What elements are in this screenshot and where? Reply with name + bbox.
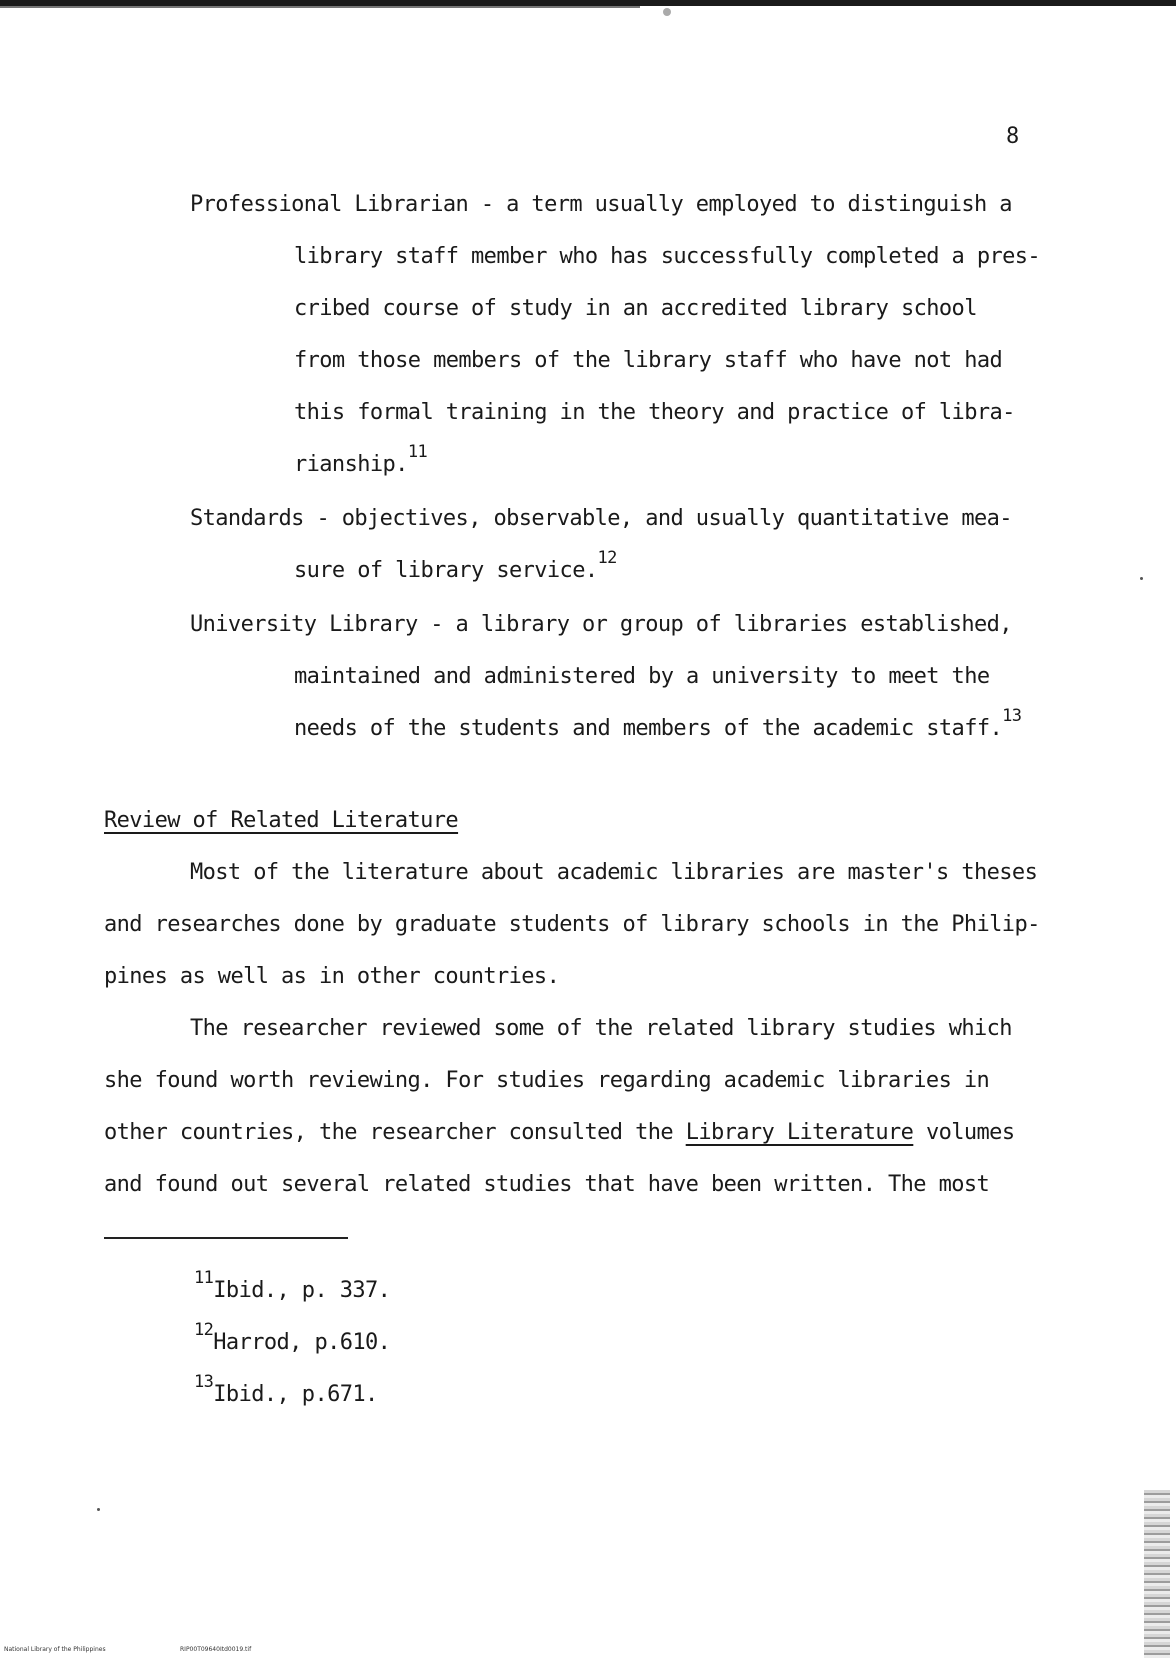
- body-line: pines as well as in other countries.: [104, 964, 560, 989]
- definition-text: rianship.: [294, 452, 408, 477]
- scan-speck: [663, 8, 671, 16]
- footnote-text: Ibid., p. 337.: [213, 1278, 391, 1303]
- body-line: and found out several related studies that have been written. The most: [104, 1172, 990, 1197]
- body-text: other countries, the researcher consulted the: [104, 1120, 686, 1145]
- definition-line: this formal training in the theory and practice of libra-: [294, 400, 1015, 425]
- footer-filename: RIP00T09640Itd0019.tif: [180, 1646, 252, 1653]
- definition-line: [294, 706, 1022, 741]
- scan-top-border-shadow: [0, 6, 640, 8]
- footnote-number: 12: [194, 1320, 214, 1340]
- definition-line: maintained and administered by a university to meet the: [294, 664, 990, 689]
- footer-source: National Library of the Philippines: [4, 1646, 106, 1653]
- footnote-divider: [104, 1237, 348, 1239]
- section-heading: Review of Related Literature: [104, 808, 459, 833]
- definition-line: [294, 442, 428, 477]
- footnote: [194, 1320, 391, 1355]
- scan-speck: [97, 1508, 100, 1511]
- definition-line: [294, 548, 617, 583]
- definition-line: University Library - a library or group of libraries established,: [190, 612, 1012, 637]
- body-line: she found worth reviewing. For studies regarding academic libraries in: [104, 1068, 990, 1093]
- scan-speck: [1140, 577, 1143, 580]
- body-line: [104, 1120, 1014, 1145]
- cited-title: Library Literature: [685, 1120, 914, 1145]
- footnote-text: Ibid., p.671.: [213, 1382, 378, 1407]
- page-number: 8: [1006, 124, 1019, 149]
- footnote-number: 13: [194, 1372, 214, 1392]
- body-line: Most of the literature about academic libraries are master's theses: [190, 860, 1038, 885]
- footnote-ref: 13: [1002, 706, 1022, 726]
- footnote-number: 11: [194, 1268, 214, 1288]
- footnote: [194, 1372, 378, 1407]
- body-text: volumes: [913, 1120, 1015, 1145]
- definition-line: from those members of the library staff who have not had: [294, 348, 1003, 373]
- footnote: [194, 1268, 391, 1303]
- scan-edge-artifact: [1144, 1490, 1170, 1658]
- body-line: The researcher reviewed some of the related library studies which: [190, 1016, 1012, 1041]
- definition-line: cribed course of study in an accredited library school: [294, 296, 977, 321]
- definition-line: library staff member who has successfully completed a pres-: [294, 244, 1041, 269]
- definition-text: needs of the students and members of the academic staff.: [294, 716, 1003, 741]
- definition-text: sure of library service.: [294, 558, 598, 583]
- footnote-ref: 12: [597, 548, 617, 568]
- definition-line: Standards - objectives, observable, and usually quantitative mea-: [190, 506, 1012, 531]
- footnote-text: Harrod, p.610.: [213, 1330, 391, 1355]
- body-line: and researches done by graduate students of library schools in the Philip-: [104, 912, 1040, 937]
- definition-line: Professional Librarian - a term usually employed to distinguish a: [190, 192, 1012, 217]
- footnote-ref: 11: [407, 442, 428, 462]
